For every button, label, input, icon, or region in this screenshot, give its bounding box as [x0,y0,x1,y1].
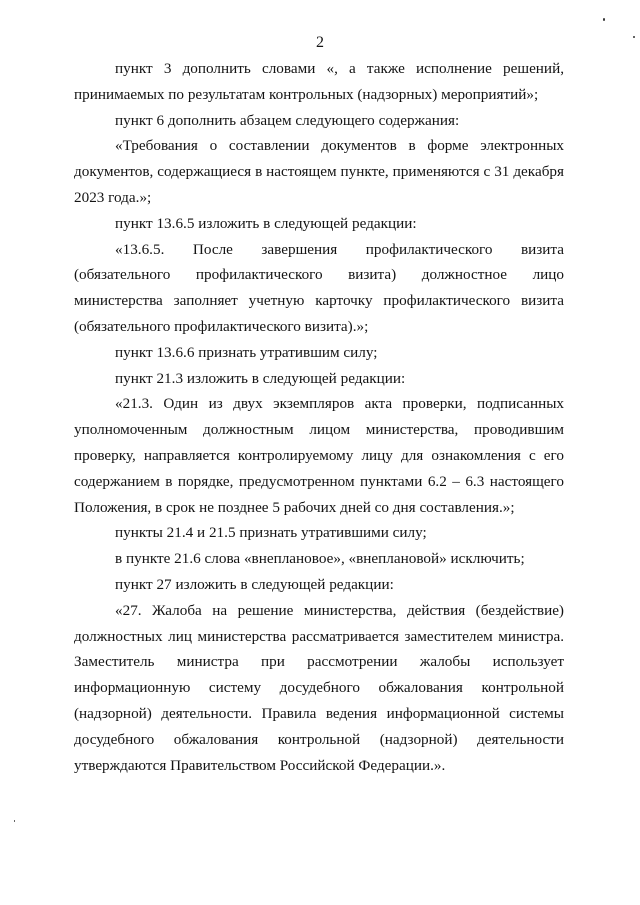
paragraph: «27. Жалоба на решение министерства, действия (бездействие) должностных лиц министерства рассматривается заместителем министра. Заместитель министра при рассмотрении жалобы использует информационную систему досудебного обжалования контрольной (надзорной) деятельности. Правила ведения информационной системы досудебного обжалования контрольной (надзорной) деятельности утверждаются Правительством Российской Федерации.». [74,601,564,774]
scan-speck [603,18,605,21]
paragraph: «Требования о составлении документов в форме электронных документов, содержащиеся в настоящем пункте, применяются с 31 декабря 2023 года.»; [74,137,564,206]
paragraph: пункты 21.4 и 21.5 признать утратившими силу; [115,524,427,542]
page-number: 2 [316,34,324,51]
paragraph: пункт 3 дополнить словами «, а также исполнение решений, принимаемых по результатам контрольных (надзорных) мероприятий»; [74,60,564,103]
paragraph: пункт 13.6.5 изложить в следующей редакции: [115,214,417,232]
document-body [74,56,564,778]
paragraph: в пункте 21.6 слова «внеплановое», «внеплановой» исключить; [115,550,525,568]
paragraph: «13.6.5. После завершения профилактического визита (обязательного профилактического визита) должностное лицо министерства заполняет учетную карточку профилактического визита (обязательного профилактического визита).»; [74,240,564,335]
paragraph: пункт 6 дополнить абзацем следующего содержания: [115,111,460,129]
paragraph: пункт 21.3 изложить в следующей редакции: [115,369,406,387]
paragraph: пункт 27 изложить в следующей редакции: [115,575,394,593]
scan-speck [633,36,635,38]
scan-speck [14,820,15,822]
paragraph: «21.3. Один из двух экземпляров акта проверки, подписанных уполномоченным должностным лицом министерства, проводившим проверку, направляется контролируемому лицу для ознакомления с его содержанием в порядке, предусмотренном пунктами 6.2 – 6.3 настоящего Положения, в срок не позднее 5 рабочих дней со дня составления.»; [74,395,564,516]
paragraph: пункт 13.6.6 признать утратившим силу; [115,343,378,361]
